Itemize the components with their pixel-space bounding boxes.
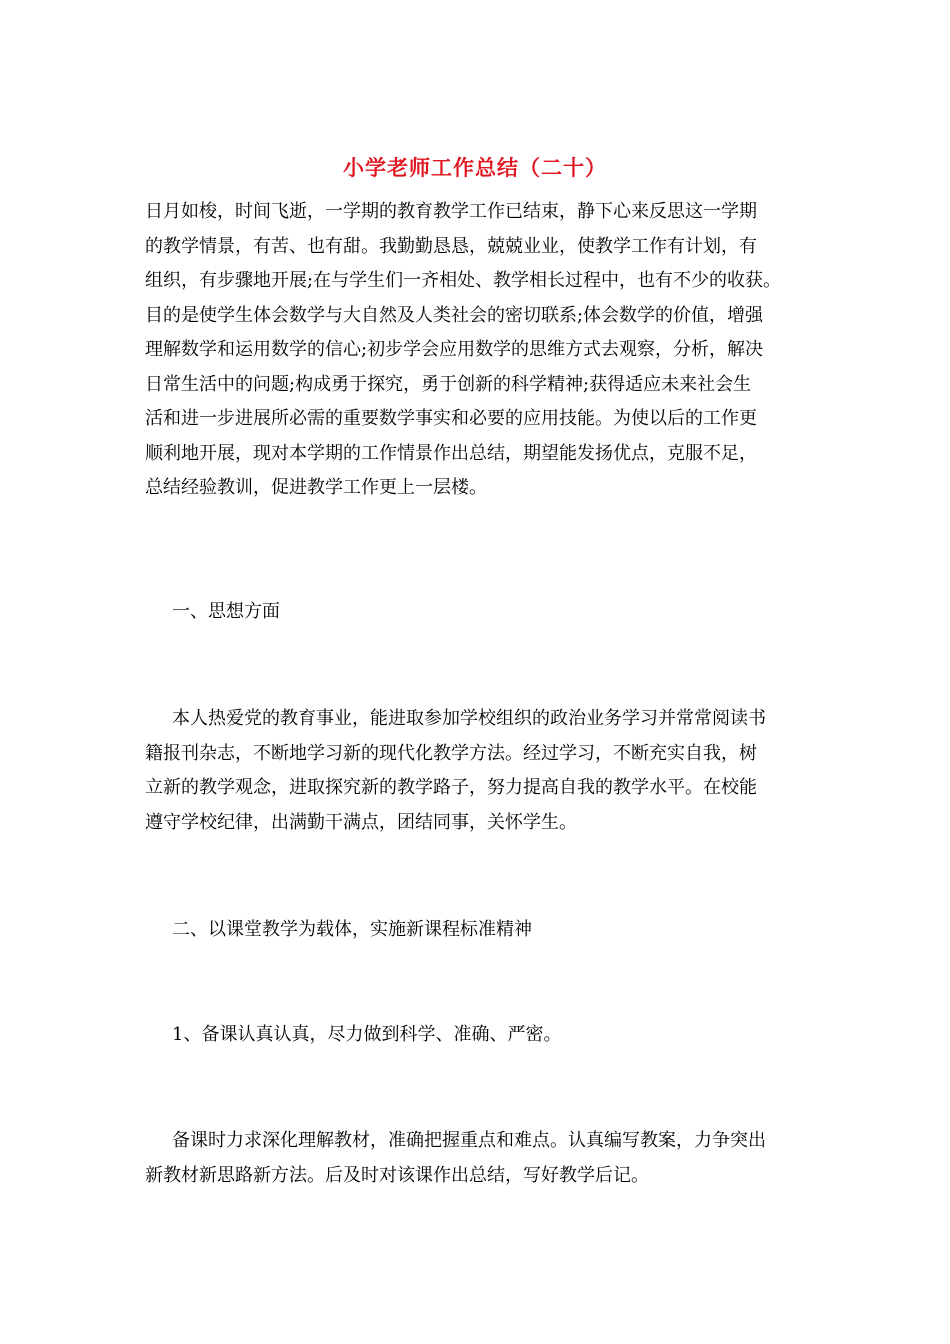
paragraph-line: 顺利地开展，现对本学期的工作情景作出总结，期望能发扬优点，克服不足， xyxy=(145,442,757,464)
section-heading-thought: 一、思想方面 xyxy=(172,601,280,622)
paragraph-line: 本人热爱党的教育事业，能进取参加学校组织的政治业务学习并常常阅读书 xyxy=(172,708,766,729)
item-heading-lesson-prep: 1、备课认真认真，尽力做到科学、准确、严密。 xyxy=(172,1024,562,1045)
paragraph-line: 日月如梭，时间飞逝，一学期的教育教学工作已结束，静下心来反思这一学期 xyxy=(145,201,757,222)
section-heading-classroom: 二、以课堂教学为载体，实施新课程标准精神 xyxy=(172,919,532,940)
paragraph-line: 总结经验教训，促进教学工作更上一层楼。 xyxy=(145,477,487,498)
paragraph-line: 目的是使学生体会数学与大自然及人类社会的密切联系;体会数学的价值，增强 xyxy=(145,304,764,326)
paragraph-line: 籍报刊杂志，不断地学习新的现代化教学方法。经过学习，不断充实自我，树 xyxy=(145,742,757,764)
paragraph-line: 的教学情景，有苦、也有甜。我勤勤恳恳，兢兢业业，使教学工作有计划，有 xyxy=(145,235,757,257)
paragraph-line: 备课时力求深化理解教材，准确把握重点和难点。认真编写教案，力争突出 xyxy=(172,1130,766,1151)
document-title: 小学老师工作总结（二十） xyxy=(343,155,607,180)
paragraph-line: 遵守学校纪律，出满勤干满点，团结同事，关怀学生。 xyxy=(145,811,577,833)
intro-paragraph xyxy=(145,195,781,506)
section-thought-paragraph xyxy=(145,702,766,840)
paragraph-line: 组织，有步骤地开展;在与学生们一齐相处、教学相长过程中，也有不少的收获。 xyxy=(145,270,782,291)
paragraph-line: 新教材新思路新方法。后及时对该课作出总结，写好教学后记。 xyxy=(145,1164,649,1186)
paragraph-line: 日常生活中的问题;构成勇于探究，勇于创新的科学精神;获得适应未来社会生 xyxy=(145,373,752,395)
paragraph-line: 活和进一步进展所必需的重要数学事实和必要的应用技能。为使以后的工作更 xyxy=(145,408,757,429)
paragraph-line: 理解数学和运用数学的信心;初步学会应用数学的思维方式去观察，分析，解决 xyxy=(145,339,764,360)
item-lesson-prep-paragraph xyxy=(145,1124,766,1193)
paragraph-line: 立新的教学观念，进取探究新的教学路子，努力提高自我的教学水平。在校能 xyxy=(145,777,757,798)
